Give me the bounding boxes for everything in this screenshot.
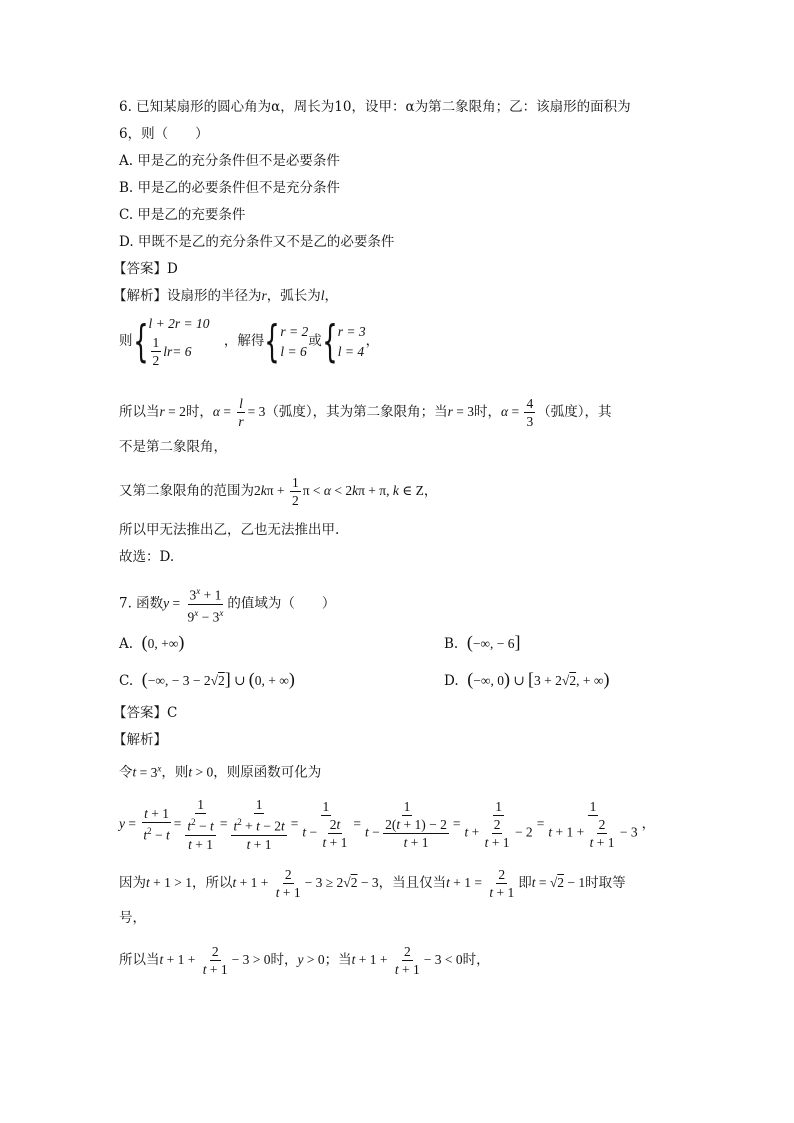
q7-transform-chain: y = $\frac{t + 1}{t^2 - t}$ = $\frac{1}{\frac{t^2 - t}{t + 1}}$ = $\frac{1}{\frac{t^2 + t - 2t}{t + 1}}$ = 1 t − $\frac{2t}{t + 1}$ = 1 t − $\frac{2(t + 1) - 2}{t + 1}$ = 1 t + $\frac{2}{t + 1}$ − 2 = 1 t + 1 + $\frac{2}{t + 1}$ − 3 ， (119, 797, 656, 852)
q6-option-b: B. 甲是乙的必要条件但不是充分条件 (119, 180, 341, 196)
q6-equation-system: 则{ l + 2r = 10 $\frac{1}{2}$ lr = 6 ，解得{ r = 2 l = 6 或{ r = 3 l = 4 ， (119, 315, 380, 368)
q6-choice: 故选：D. (119, 549, 175, 565)
q6-option-a: A. 甲是乙的充分条件但不是必要条件 (119, 153, 340, 169)
q7-stem: 7. 函数y = $\frac{3^x + 1}{9^x - 3^x}$ 的值域为（ ） (119, 583, 335, 625)
q7-option-a: A. (0, +∞) (119, 632, 185, 652)
q7-analysis-head: 【解析】 (113, 732, 167, 748)
q7-hao: 号， (119, 910, 146, 926)
q6-not-q2: 不是第二象限角， (119, 439, 227, 455)
q7-substitution: 令$t = 3^x$，则t > 0，则原函数可化为 (119, 763, 322, 781)
q6-conclusion: 所以甲无法推出乙，乙也无法推出甲. (119, 522, 340, 538)
q6-range-line: 又第二象限角的范围为2kπ + $\frac{1}{2}$ π < α < 2kπ + π, k ∈ Z， (119, 475, 438, 508)
q7-inequality: 因为t + 1 > 1，所以t + 1 + $\frac{2}{t + 1}$ − 3 ≥ 2√2 − 3，当且仅当t + 1 = $\frac{2}{t + 1}$ 即t = √2 − 1时取等 (119, 867, 626, 900)
q6-case-line: 所以当r = 2时，α = $\frac{l}{r}$ = 3（弧度），其为第二象限角；当r = 3时，α = $\frac{4}{3}$ （弧度），其 (119, 396, 612, 429)
q6-analysis-head: 【解析】设扇形的半径为r，弧长为l， (113, 288, 339, 304)
q6-stem-line1: 6. 已知某扇形的圆心角为α，周长为10，设甲：α为第二象限角；乙：该扇形的面积为 (119, 99, 631, 115)
q7-option-c: C. (−∞, − 3 − 2√2] ∪ (0, + ∞) (119, 669, 295, 689)
q6-stem-line2: 6，则（ ） (119, 126, 209, 142)
q7-cases: 所以当t + 1 + $\frac{2}{t + 1}$ − 3 > 0时，y > 0；当t + 1 + $\frac{2}{t + 1}$ − 3 < 0时， (119, 944, 490, 977)
q7-option-d: D. (−∞, 0) ∪ [3 + 2√2, + ∞) (444, 669, 610, 689)
q7-option-b: B. (−∞, − 6] (444, 632, 521, 652)
q6-option-c: C. 甲是乙的充要条件 (119, 207, 246, 223)
q6-answer: 【答案】D (113, 261, 178, 277)
q6-option-d: D. 甲既不是乙的充分条件又不是乙的必要条件 (119, 234, 395, 250)
q7-answer: 【答案】C (113, 705, 178, 721)
